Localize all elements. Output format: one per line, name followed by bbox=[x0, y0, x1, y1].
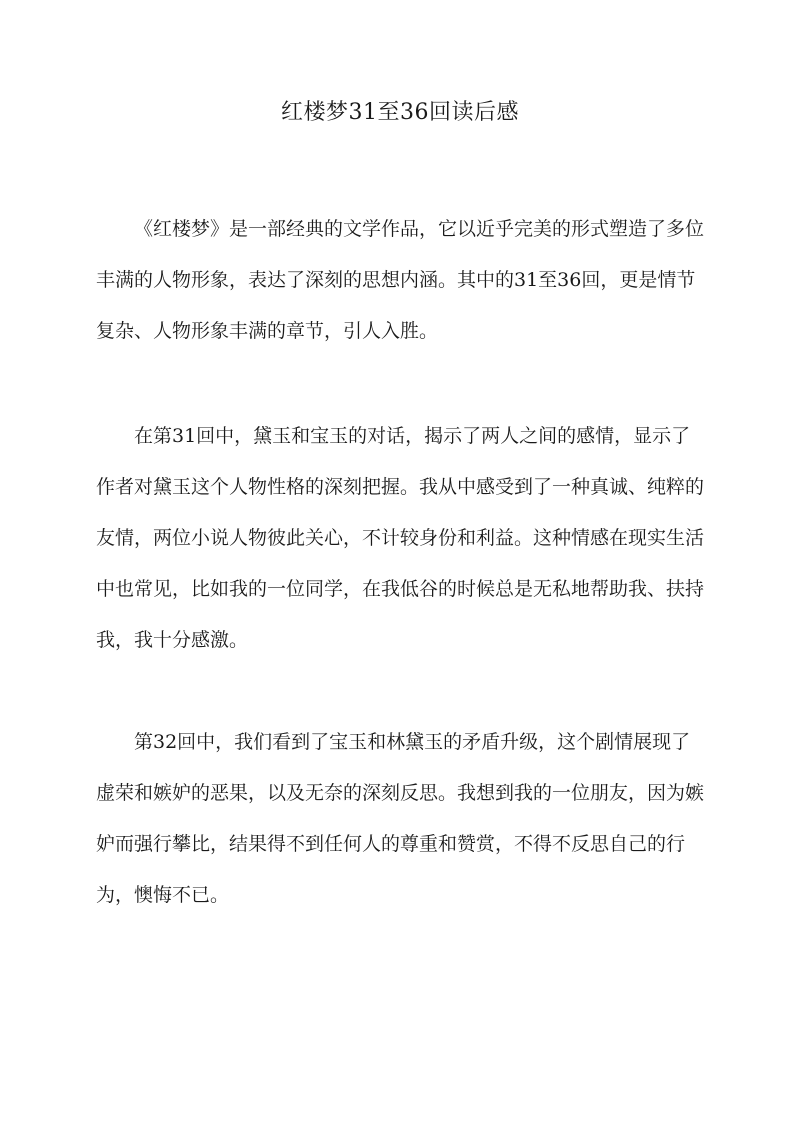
paragraph-chapter-31: 在第31回中，黛玉和宝玉的对话，揭示了两人之间的感情，显示了作者对黛玉这个人物性格的深刻把握。我从中感受到了一种真诚、纯粹的友情，两位小说人物彼此关心，不计较身份和利益。这种情感在现实生活中也常见，比如我的一位同学，在我低谷的时候总是无私地帮助我、扶持我，我十分感激。 bbox=[96, 425, 705, 651]
document-title: 红楼梦31至36回读后感 bbox=[281, 100, 519, 125]
paragraph-chapter-32: 第32回中，我们看到了宝玉和林黛玉的矛盾升级，这个剧情展现了虚荣和嫉妒的恶果，以及无奈的深刻反思。我想到我的一位朋友，因为嫉妒而强行攀比，结果得不到任何人的尊重和赞赏，不得不反思自己的行为，懊悔不已。 bbox=[96, 731, 705, 906]
paragraph-intro: 《红楼梦》是一部经典的文学作品，它以近乎完美的形式塑造了多位丰满的人物形象，表达了深刻的思想内涵。其中的31至36回，更是情节复杂、人物形象丰满的章节，引人入胜。 bbox=[96, 218, 705, 342]
